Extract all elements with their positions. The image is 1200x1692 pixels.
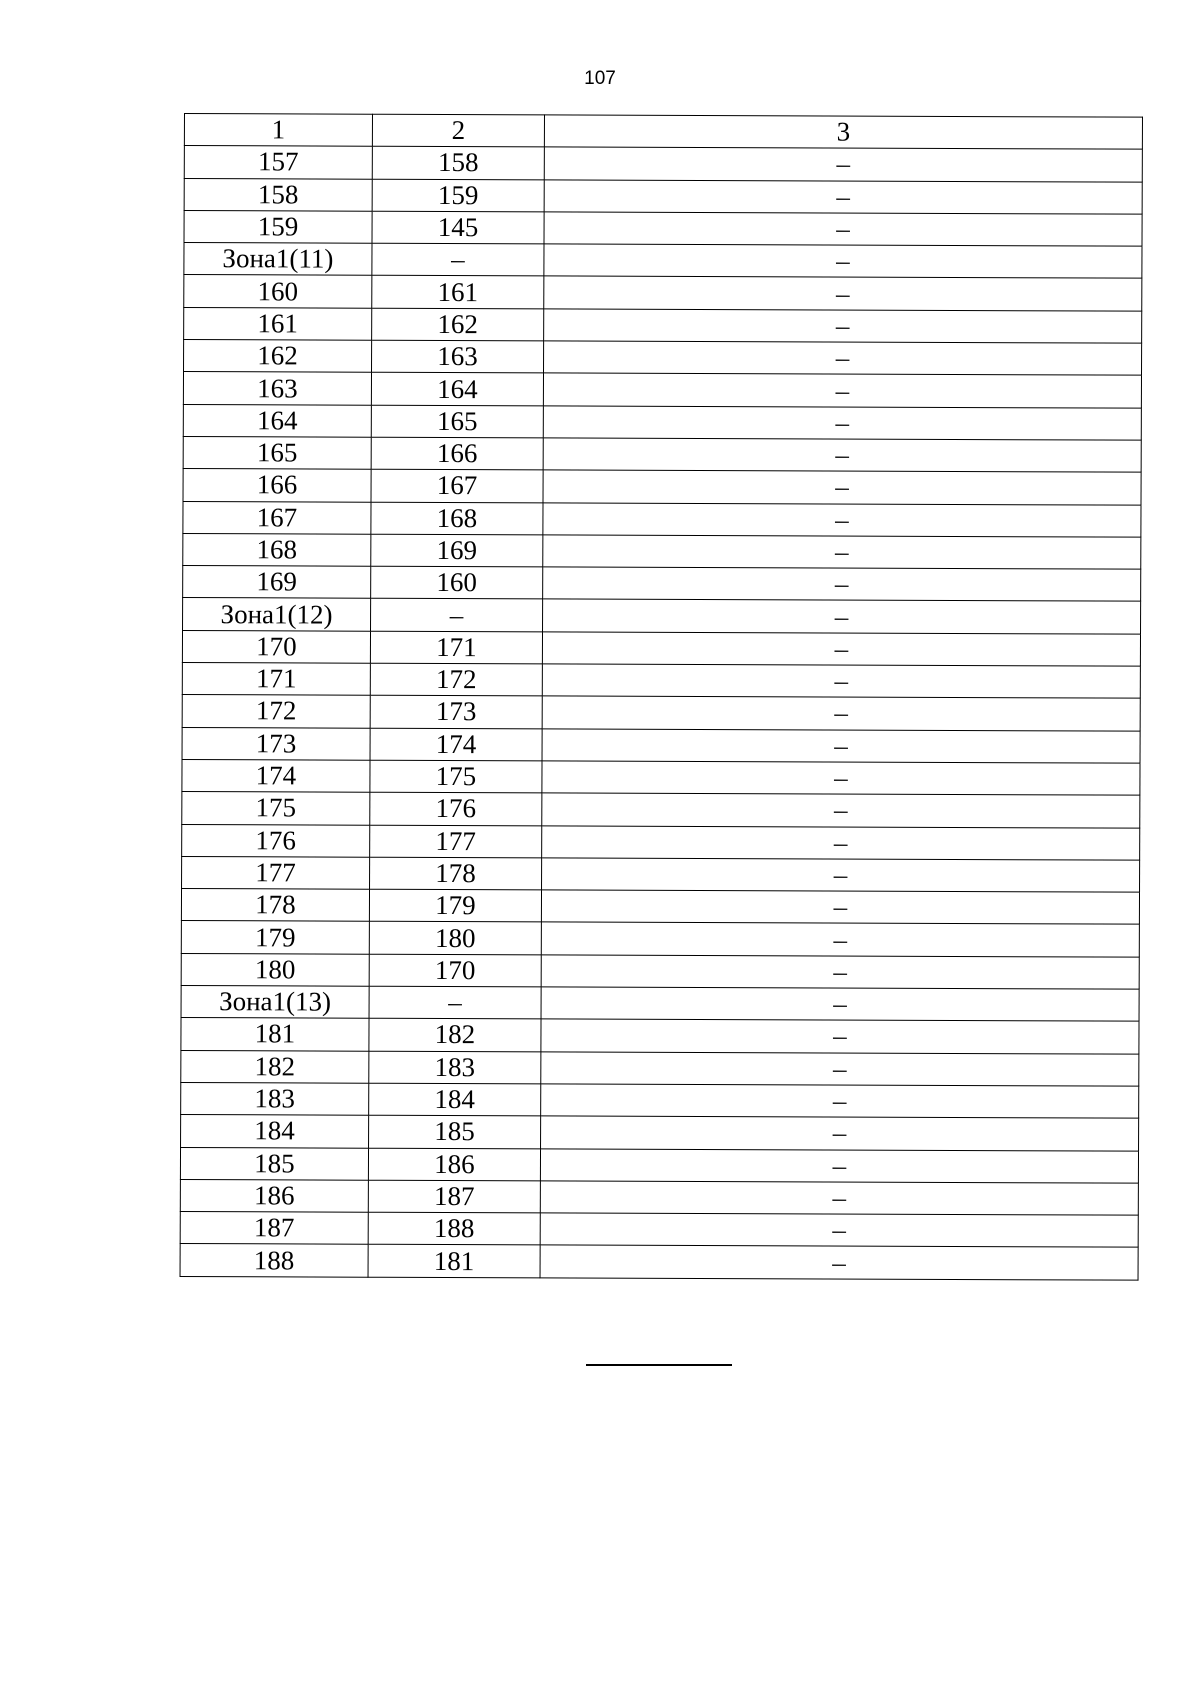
table-row [183, 598, 1141, 634]
table-row [183, 533, 1141, 569]
table-cell-col1: 169 [183, 566, 371, 599]
table-body [180, 146, 1142, 1280]
table-cell-col1: Зона1(13) [181, 986, 369, 1019]
table-cell-col3: – [541, 890, 1139, 925]
table-row [183, 372, 1141, 408]
table-cell-col2: – [369, 986, 541, 1019]
table-row [184, 178, 1142, 214]
table-header [184, 114, 1142, 150]
table-cell-col2: – [371, 599, 543, 632]
table-cell-col1: 160 [184, 275, 372, 308]
table-cell-col3: – [543, 373, 1141, 408]
table-cell-col3: – [542, 761, 1140, 796]
table-cell-col3: – [542, 729, 1140, 764]
end-of-table-rule [586, 1364, 732, 1366]
table-cell-col1: 167 [183, 501, 371, 534]
table-cell-col2: 182 [369, 1019, 541, 1052]
table-cell-col2: 158 [372, 147, 544, 180]
table-cell-col3: – [543, 470, 1141, 505]
table-row [184, 340, 1142, 376]
table-cell-col1: 178 [181, 889, 369, 922]
table-cell-col3: – [543, 502, 1141, 537]
table-cell-col1: 173 [182, 727, 370, 760]
table-cell-col1: 159 [184, 210, 372, 243]
table-row [183, 404, 1141, 440]
table-cell-col1: 187 [180, 1212, 368, 1245]
table-cell-col2: 183 [369, 1051, 541, 1084]
table-cell-col1: 177 [182, 856, 370, 889]
table-cell-col1: Зона1(11) [184, 243, 372, 276]
table-cell-col2: 175 [370, 760, 542, 793]
table-cell-col2: 177 [370, 825, 542, 858]
table-cell-col2: 159 [372, 179, 544, 212]
table-cell-col3: – [541, 922, 1139, 957]
table-cell-col2: 160 [371, 566, 543, 599]
header-cell-1: 1 [184, 114, 372, 147]
table-cell-col1: 170 [182, 630, 370, 663]
table-row [181, 1115, 1139, 1151]
table-cell-col1: 171 [182, 663, 370, 696]
table-cell-col1: 165 [183, 436, 371, 469]
table-row [182, 856, 1140, 892]
table-cell-col3: – [540, 1245, 1138, 1280]
table-cell-col1: 183 [181, 1082, 369, 1115]
table-row [184, 275, 1142, 311]
table-cell-col3: – [541, 1051, 1139, 1086]
table-cell-col2: 174 [370, 728, 542, 761]
table-row [182, 663, 1140, 699]
table-cell-col3: – [543, 599, 1141, 634]
table-cell-col3: – [544, 212, 1142, 247]
table-cell-col2: 186 [368, 1148, 540, 1181]
data-table [180, 113, 1143, 1280]
table-cell-col1: 162 [184, 340, 372, 373]
table-row [182, 695, 1140, 731]
header-cell-2: 2 [372, 114, 544, 147]
table-row [181, 1018, 1139, 1054]
table-cell-col1: 161 [184, 307, 372, 340]
table-row [181, 953, 1139, 989]
table-cell-col2: – [372, 243, 544, 276]
table-cell-col2: 180 [369, 922, 541, 955]
table-row [182, 630, 1140, 666]
table-cell-col3: – [542, 793, 1140, 828]
table-cell-col1: 164 [183, 404, 371, 437]
table-cell-col3: – [544, 341, 1142, 376]
table-cell-col3: – [544, 179, 1142, 214]
table-cell-col1: Зона1(12) [183, 598, 371, 631]
table-cell-col3: – [542, 632, 1140, 667]
table-cell-col1: 180 [181, 953, 369, 986]
table-cell-col1: 163 [183, 372, 371, 405]
table-row [181, 889, 1139, 925]
table-cell-col2: 181 [368, 1245, 540, 1278]
table-cell-col1: 166 [183, 469, 371, 502]
header-cell-3: 3 [544, 115, 1142, 150]
table-cell-col3: – [541, 1019, 1139, 1054]
header-row [184, 114, 1142, 150]
table-cell-col3: – [544, 276, 1142, 311]
table-cell-col1: 188 [180, 1244, 368, 1277]
table-cell-col2: 184 [369, 1083, 541, 1116]
table-cell-col2: 176 [370, 792, 542, 825]
table-cell-col3: – [540, 1213, 1138, 1248]
table-cell-col2: 164 [371, 373, 543, 406]
table-cell-col1: 168 [183, 533, 371, 566]
table-cell-col2: 167 [371, 469, 543, 502]
table-row [183, 566, 1141, 602]
table-row [184, 243, 1142, 279]
table-cell-col2: 188 [368, 1212, 540, 1245]
table-cell-col3: – [543, 567, 1141, 602]
table-row [182, 792, 1140, 828]
table-cell-col2: 179 [369, 889, 541, 922]
table-cell-col1: 157 [184, 146, 372, 179]
table-row [180, 1212, 1138, 1248]
table-row [181, 921, 1139, 957]
table-cell-col3: – [542, 696, 1140, 731]
table-cell-col2: 168 [371, 502, 543, 535]
table-row [181, 1082, 1139, 1118]
table-row [181, 986, 1139, 1022]
table-row [184, 146, 1142, 182]
table-cell-col3: – [542, 825, 1140, 860]
table-cell-col1: 182 [181, 1050, 369, 1083]
table-cell-col2: 163 [372, 340, 544, 373]
table-row [180, 1244, 1138, 1280]
table-cell-col3: – [544, 244, 1142, 279]
table-cell-col2: 162 [372, 308, 544, 341]
table-cell-col1: 158 [184, 178, 372, 211]
table-cell-col3: – [541, 955, 1139, 990]
table-row [183, 501, 1141, 537]
table-cell-col1: 186 [180, 1179, 368, 1212]
table-cell-col2: 172 [370, 663, 542, 696]
table-cell-col2: 173 [370, 696, 542, 729]
table-cell-col1: 172 [182, 695, 370, 728]
table-row [184, 307, 1142, 343]
table-cell-col3: – [540, 1181, 1138, 1216]
table-row [181, 1050, 1139, 1086]
table-cell-col2: 171 [370, 631, 542, 664]
table-cell-col2: 169 [371, 534, 543, 567]
table-cell-col2: 161 [372, 276, 544, 309]
table-row [180, 1147, 1138, 1183]
table-cell-col3: – [541, 987, 1139, 1022]
table-row [183, 469, 1141, 505]
table-cell-col2: 145 [372, 211, 544, 244]
table-cell-col3: – [540, 1148, 1138, 1183]
table-cell-col2: 170 [369, 954, 541, 987]
table-cell-col3: – [541, 1116, 1139, 1151]
table-cell-col2: 178 [370, 857, 542, 890]
table-cell-col3: – [541, 1084, 1139, 1119]
table-cell-col3: – [542, 664, 1140, 699]
table-cell-col3: – [543, 535, 1141, 570]
table-row [182, 727, 1140, 763]
table-cell-col1: 174 [182, 759, 370, 792]
table-cell-col2: 185 [369, 1115, 541, 1148]
page-number: 107 [584, 68, 616, 89]
table-row [182, 759, 1140, 795]
table-cell-col1: 175 [182, 792, 370, 825]
table-row [182, 824, 1140, 860]
table-cell-col1: 184 [181, 1115, 369, 1148]
table-cell-col3: – [543, 406, 1141, 441]
table-cell-col3: – [544, 309, 1142, 344]
table-cell-col3: – [543, 438, 1141, 473]
table-cell-col2: 166 [371, 437, 543, 470]
table-row [183, 436, 1141, 472]
table-row [180, 1179, 1138, 1215]
table-cell-col1: 185 [180, 1147, 368, 1180]
table-cell-col1: 176 [182, 824, 370, 857]
table-cell-col2: 187 [368, 1180, 540, 1213]
table-cell-col3: – [544, 147, 1142, 182]
table-row [184, 210, 1142, 246]
table-cell-col2: 165 [371, 405, 543, 438]
table-cell-col3: – [542, 858, 1140, 893]
table-cell-col1: 181 [181, 1018, 369, 1051]
table-cell-col1: 179 [181, 921, 369, 954]
